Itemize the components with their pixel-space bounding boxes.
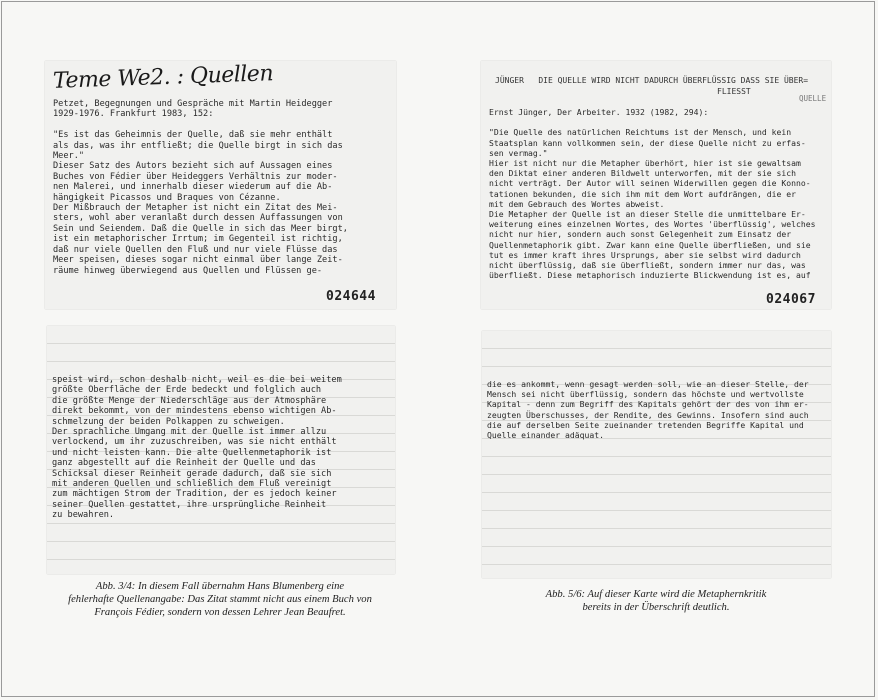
typed-line: Kapital - denn zum Begriff des Kapitals gehört der des von ihm er- <box>487 399 809 410</box>
card-1-text <box>53 99 348 276</box>
typed-line: größte Oberfläche der Erde bedeckt und folglich auch <box>52 385 322 396</box>
typed-line: Dieser Satz des Autors bezieht sich auf Aussagen eines <box>53 161 333 172</box>
typed-line: Der Mißbrauch der Metapher ist nicht ein Zitat des Mei- <box>53 203 338 214</box>
typed-line: Petzet, Begegnungen und Gespräche mit Martin Heidegger <box>53 99 333 109</box>
typed-line: verlockend, um ihr zuzuschreiben, was sie nicht enthält <box>52 437 337 448</box>
index-card-2 <box>481 61 831 309</box>
typed-line: speist wird, schon deshalb nicht, weil es die bei weitem <box>52 375 342 385</box>
caption-right <box>480 588 832 614</box>
typed-line: zum mächtigen Strom der Tradition, der es jedoch keiner <box>52 489 337 500</box>
typed-line: schmelzung der beiden Polkappen zu schweigen. <box>52 416 285 427</box>
card-2-header-continued: FLIESST <box>717 87 751 96</box>
typed-line: die es ankommt, wenn gesagt werden soll, wie an dieser Stelle, der <box>487 379 809 389</box>
typed-line: Der sprachliche Umgang mit der Quelle ist immer allzu <box>52 427 327 438</box>
caption-left-line: François Fédier, sondern von dessen Lehrer Jean Beaufret. <box>94 607 346 618</box>
typed-line: die auf derselben Seite zueinander tretenden Begriffe Kapital und <box>487 419 804 430</box>
typed-line: 1929-1976. Frankfurt 1983, 152: <box>53 109 214 120</box>
typed-line: zu bewahren. <box>52 510 115 521</box>
typed-line: sen vermag." <box>489 147 548 158</box>
typed-line: Quelle einander adäquat. <box>487 430 604 441</box>
typed-line: Schicksal dieser Reinheit gerade dadurch, daß sie sich <box>52 468 332 479</box>
card-2-text <box>489 107 815 280</box>
typed-line: "Es ist das Geheimnis der Quelle, daß sie mehr enthält <box>53 130 333 141</box>
typed-line: tationen bekunden, die sich ihm mit dem Wort aufdrängen, die er <box>489 188 796 199</box>
typed-line: Sein und Seiendem. Daß die Quelle in sich das Meer birgt, <box>53 223 348 234</box>
index-card-4 <box>482 331 831 578</box>
typed-line: die größte Menge der Niederschläge aus der Atmosphäre <box>52 395 327 406</box>
typed-line: überfließt. Diese metaphorisch induzierte Blickwendung ist es, auf <box>489 270 811 281</box>
typed-line <box>53 120 348 130</box>
typed-line: hängigkeit Picassos und Braques von Cézanne. <box>53 192 281 203</box>
caption-right-line: Abb. 5/6: Auf dieser Karte wird die Metaphernkritik <box>545 589 767 600</box>
typed-line: Quellenmetaphorik gibt. Zwar kann eine Quelle überfließen, und sie <box>489 239 811 250</box>
card-2-keyword: QUELLE <box>799 94 827 103</box>
index-card-3 <box>47 326 395 574</box>
typed-line: daß nur viele Quellen den Fluß und nur viele Flüsse das <box>53 244 338 255</box>
caption-right-line: bereits in der Überschrift deutlich. <box>582 602 730 613</box>
typed-line: nicht überflüssig, daß sie überfließt, sondern immer nur das, was <box>489 260 806 271</box>
caption-left-line: fehlerhafte Quellenangabe: Das Zitat stammt nicht aus einem Buch von <box>68 594 372 605</box>
typed-line: den Diktat einer anderen Bildwelt unterworfen, mit der sie sich <box>489 168 796 179</box>
handwritten-heading: Teme We2. : Quellen <box>52 61 274 94</box>
caption-left <box>40 580 400 619</box>
typed-line: räume hinweg überwiegend aus Quellen und Flüssen ge- <box>53 265 323 276</box>
typed-line: Die Metapher der Quelle ist an dieser Stelle die unmittelbare Er- <box>489 209 806 220</box>
card-3-text <box>52 375 342 521</box>
typed-line: nen Malerei, und innerhalb dieser wiederum auf die Ab- <box>53 182 333 193</box>
card-4-text <box>487 379 809 440</box>
typed-line: Meer." <box>53 151 85 162</box>
typed-line: Buches von Fédier über Heideggers Verhältnis zur moder- <box>53 171 338 182</box>
typed-line: seiner Quellen gestattet, ihre ursprüngliche Reinheit <box>52 499 327 510</box>
typed-line: mit dem Gebrauch des Wortes abweist. <box>489 198 665 209</box>
card-2-header: JÜNGER DIE QUELLE WIRD NICHT DADURCH ÜBERFLÜSSIG DASS SIE ÜBER= <box>495 76 809 85</box>
caption-left-line: Abb. 3/4: In diesem Fall übernahm Hans Blumenberg eine <box>95 581 345 592</box>
typed-line: Staatsplan kann vollkommen sein, der diese Quelle nicht zu erfas- <box>489 137 806 148</box>
typed-line: weiterung eines einzelnen Wortes, des Wortes 'überflüssig', welches <box>489 219 816 230</box>
card-2-number: 024067 <box>766 292 816 307</box>
typed-line: ist ein metaphorischer Irrtum; im Gegenteil ist richtig, <box>53 234 343 245</box>
typed-line: nicht nur hier, sondern auch sonst Gelegenheit zum Einsatz der <box>489 229 792 240</box>
typed-line: zeugten Überschusses, der Rendite, des Gewinns. Insofern sind auch <box>487 409 809 420</box>
typed-line: "Die Quelle des natürlichen Reichtums ist der Mensch, und kein <box>489 127 792 138</box>
typed-line: Ernst Jünger, Der Arbeiter. 1932 (1982, 294): <box>489 107 709 117</box>
typed-line: mit anderen Quellen und schließlich dem Fluß vereinigt <box>52 479 332 490</box>
typed-line: als das, was ihr entfließt; die Quelle birgt in sich das <box>53 140 343 151</box>
typed-line <box>489 117 815 127</box>
typed-line: und nicht leisten kann. Die alte Quellenmetaphorik ist <box>52 447 332 458</box>
index-card-1 <box>45 61 396 309</box>
typed-line: tut es immer kraft ihres Ursprungs, aber sie selbst wird dadurch <box>489 249 801 260</box>
typed-line: nicht verträgt. Der Autor will seinen Widerwillen gegen die Konno- <box>489 178 811 189</box>
typed-line: sters, wohl aber veranlaßt durch dessen Auffassungen von <box>53 213 343 224</box>
typed-line: Meer speisen, dieses sogar nicht einmal über lange Zeit- <box>53 255 343 266</box>
card-1-number: 024644 <box>326 289 376 304</box>
typed-line: Hier ist nicht nur die Metapher überhört, hier ist sie gewaltsam <box>489 158 801 169</box>
typed-line: ganz abgestellt auf die Reinheit der Quelle und das <box>52 458 316 469</box>
typed-line: Mensch sei nicht überflüssig, sondern das höchste und wertvollste <box>487 389 804 400</box>
typed-line: direkt bekommt, von der mindestens ebenso wichtigen Ab- <box>52 406 337 417</box>
